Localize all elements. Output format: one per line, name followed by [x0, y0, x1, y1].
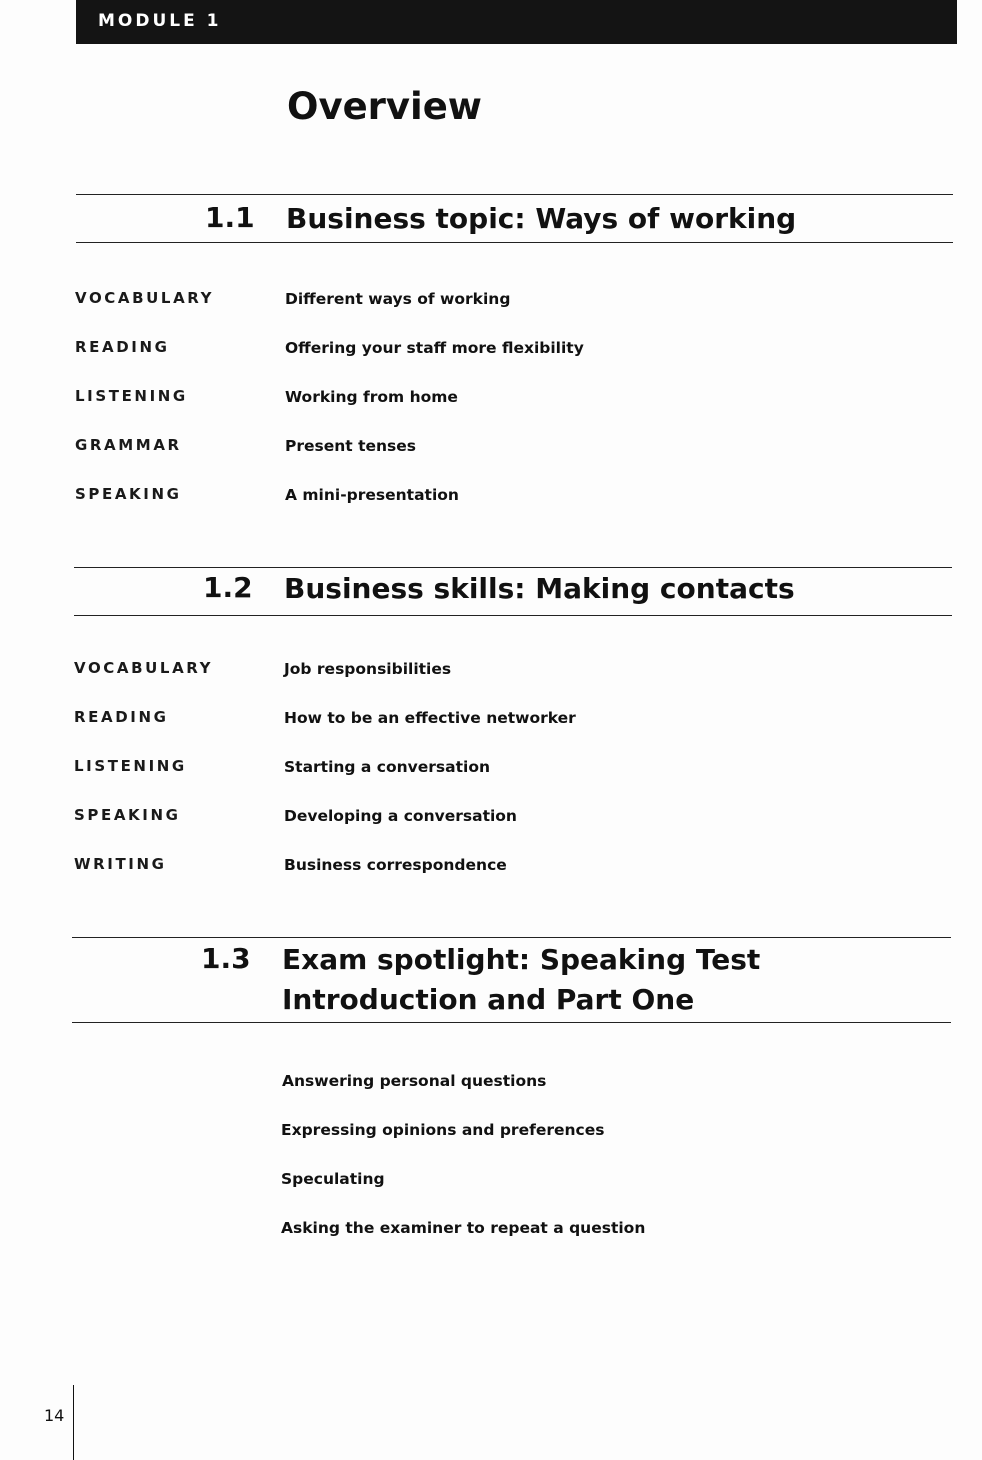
row-text: Job responsibilities	[284, 660, 452, 678]
row-text: Present tenses	[285, 437, 417, 455]
section-bottom-rule	[74, 615, 952, 616]
page-title: Overview	[287, 85, 482, 128]
section-bottom-rule	[72, 1022, 951, 1023]
section-title-line-1: Exam spotlight: Speaking Test	[282, 943, 761, 976]
page-number: 14	[44, 1406, 65, 1425]
row-text: How to be an effective networker	[284, 709, 576, 727]
row-label-listening: LISTENING	[74, 757, 187, 775]
section-top-rule	[72, 937, 951, 938]
row-label-vocabulary: VOCABULARY	[74, 659, 214, 677]
section-title: Business topic: Ways of working	[286, 202, 797, 235]
page-number-rule	[73, 1385, 74, 1460]
row-text: Working from home	[285, 388, 458, 406]
module-header-bar	[76, 0, 957, 44]
section-title-line-2: Introduction and Part One	[282, 983, 695, 1016]
module-label: MODULE 1	[98, 11, 222, 31]
row-label-listening: LISTENING	[75, 387, 188, 405]
section-number: 1.1	[205, 201, 255, 234]
row-text: Offering your staff more flexibility	[285, 339, 584, 357]
row-text: Developing a conversation	[284, 807, 517, 825]
section-bottom-rule	[76, 242, 953, 243]
row-label-grammar: GRAMMAR	[75, 436, 182, 454]
row-text: Business correspondence	[284, 856, 507, 874]
row-label-writing: WRITING	[74, 855, 167, 873]
row-text: A mini-presentation	[285, 486, 459, 504]
row-label-speaking: SPEAKING	[75, 485, 182, 503]
row-label-reading: READING	[75, 338, 170, 356]
row-text: Answering personal questions	[282, 1072, 547, 1090]
row-label-reading: READING	[74, 708, 169, 726]
section-top-rule	[74, 567, 952, 568]
section-number: 1.3	[201, 942, 251, 975]
row-text: Different ways of working	[285, 290, 511, 308]
section-title: Business skills: Making contacts	[284, 572, 795, 605]
row-label-speaking: SPEAKING	[74, 806, 181, 824]
row-text: Starting a conversation	[284, 758, 491, 776]
section-top-rule	[76, 194, 953, 195]
row-label-vocabulary: VOCABULARY	[75, 289, 215, 307]
section-number: 1.2	[203, 571, 253, 604]
row-text: Asking the examiner to repeat a question	[281, 1219, 646, 1237]
row-text: Speculating	[281, 1170, 385, 1188]
row-text: Expressing opinions and preferences	[281, 1121, 605, 1139]
